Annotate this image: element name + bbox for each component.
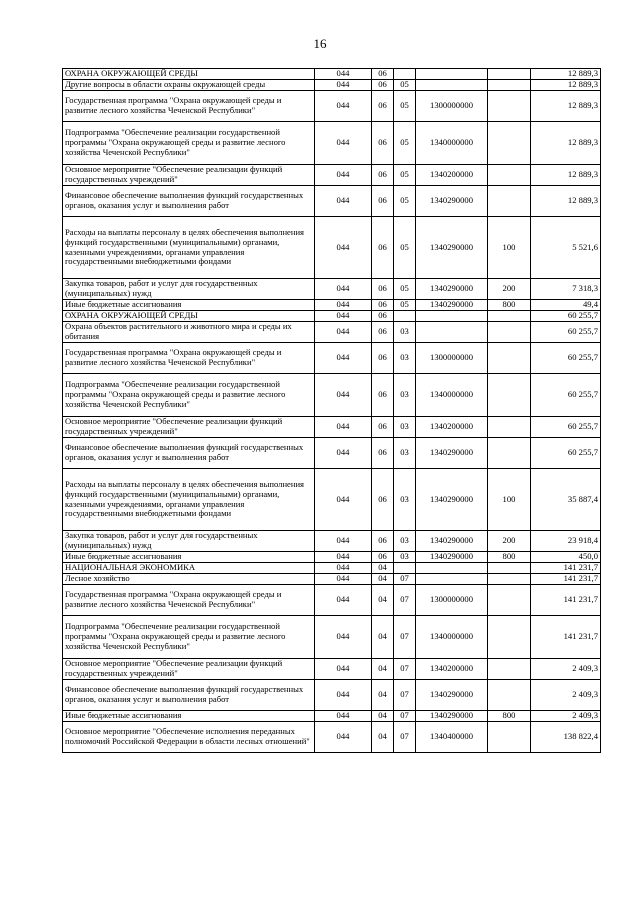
cell-subsection-code: 03	[394, 469, 416, 531]
table-row	[63, 469, 601, 531]
cell-amount: 141 231,7	[531, 574, 601, 585]
cell-section-code: 06	[372, 343, 394, 374]
cell-subsection-code: 07	[394, 659, 416, 680]
cell-ministry-code: 044	[315, 659, 372, 680]
cell-expense-type	[488, 438, 531, 469]
cell-amount: 35 887,4	[531, 469, 601, 531]
cell-amount: 60 255,7	[531, 322, 601, 343]
cell-target-article	[416, 574, 488, 585]
cell-ministry-code: 044	[315, 531, 372, 552]
cell-section-code: 06	[372, 300, 394, 311]
cell-name: Государственная программа "Охрана окружающей среды и развитие лесного хозяйства Чеченской Республики"	[63, 91, 315, 122]
cell-target-article: 1340200000	[416, 417, 488, 438]
cell-target-article: 1340290000	[416, 711, 488, 722]
cell-subsection-code	[394, 563, 416, 574]
table-row	[63, 165, 601, 186]
cell-section-code: 04	[372, 616, 394, 659]
table-row	[63, 69, 601, 80]
cell-ministry-code: 044	[315, 469, 372, 531]
cell-ministry-code: 044	[315, 374, 372, 417]
cell-ministry-code: 044	[315, 80, 372, 91]
cell-name: Государственная программа "Охрана окружающей среды и развитие лесного хозяйства Чеченской Республики"	[63, 585, 315, 616]
cell-expense-type	[488, 91, 531, 122]
table-row	[63, 279, 601, 300]
cell-ministry-code: 044	[315, 552, 372, 563]
cell-name: Государственная программа "Охрана окружающей среды и развитие лесного хозяйства Чеченской Республики"	[63, 343, 315, 374]
cell-section-code: 06	[372, 122, 394, 165]
cell-target-article	[416, 311, 488, 322]
cell-amount: 5 521,6	[531, 217, 601, 279]
cell-name: Иные бюджетные ассигнования	[63, 552, 315, 563]
table-row	[63, 574, 601, 585]
cell-ministry-code: 044	[315, 711, 372, 722]
cell-section-code: 06	[372, 311, 394, 322]
cell-section-code: 06	[372, 417, 394, 438]
cell-subsection-code: 07	[394, 711, 416, 722]
cell-amount: 12 889,3	[531, 69, 601, 80]
cell-subsection-code: 05	[394, 279, 416, 300]
table-row	[63, 322, 601, 343]
cell-section-code: 04	[372, 574, 394, 585]
cell-subsection-code: 05	[394, 122, 416, 165]
cell-ministry-code: 044	[315, 563, 372, 574]
cell-amount: 2 409,3	[531, 711, 601, 722]
table-row	[63, 122, 601, 165]
cell-expense-type: 800	[488, 711, 531, 722]
cell-subsection-code: 03	[394, 343, 416, 374]
cell-section-code: 06	[372, 165, 394, 186]
cell-ministry-code: 044	[315, 616, 372, 659]
cell-target-article: 1340290000	[416, 438, 488, 469]
cell-subsection-code: 03	[394, 374, 416, 417]
cell-ministry-code: 044	[315, 122, 372, 165]
cell-name: Иные бюджетные ассигнования	[63, 711, 315, 722]
cell-amount: 2 409,3	[531, 680, 601, 711]
cell-name: Финансовое обеспечение выполнения функций государственных органов, оказания услуг и выполнения работ	[63, 438, 315, 469]
cell-ministry-code: 044	[315, 322, 372, 343]
cell-subsection-code: 05	[394, 80, 416, 91]
cell-section-code: 06	[372, 322, 394, 343]
cell-target-article	[416, 80, 488, 91]
cell-ministry-code: 044	[315, 574, 372, 585]
cell-target-article: 1340290000	[416, 279, 488, 300]
cell-expense-type	[488, 680, 531, 711]
cell-name: Закупка товаров, работ и услуг для государственных (муниципальных) нужд	[63, 279, 315, 300]
cell-target-article: 1340000000	[416, 616, 488, 659]
cell-expense-type: 200	[488, 279, 531, 300]
cell-target-article: 1340290000	[416, 469, 488, 531]
cell-name: Расходы на выплаты персоналу в целях обеспечения выполнения функций государственными (муниципальными) органами, казенными учреждениями, органами управления государственными внебюджетными фондами	[63, 469, 315, 531]
table-row	[63, 585, 601, 616]
cell-name: Подпрограмма "Обеспечение реализации государственной программы "Охрана окружающей среды и развитие лесного хозяйства Чеченской Республики"	[63, 122, 315, 165]
cell-ministry-code: 044	[315, 417, 372, 438]
cell-amount: 49,4	[531, 300, 601, 311]
cell-subsection-code: 05	[394, 186, 416, 217]
cell-amount: 12 889,3	[531, 186, 601, 217]
cell-section-code: 06	[372, 531, 394, 552]
cell-amount: 12 889,3	[531, 122, 601, 165]
cell-amount: 141 231,7	[531, 585, 601, 616]
page-number: 16	[313, 36, 327, 51]
cell-expense-type	[488, 122, 531, 165]
cell-expense-type: 100	[488, 469, 531, 531]
cell-subsection-code: 03	[394, 438, 416, 469]
cell-ministry-code: 044	[315, 217, 372, 279]
cell-amount: 12 889,3	[531, 91, 601, 122]
table-row	[63, 616, 601, 659]
table-row	[63, 217, 601, 279]
cell-section-code: 04	[372, 659, 394, 680]
cell-section-code: 06	[372, 552, 394, 563]
table-row	[63, 438, 601, 469]
cell-name: ОХРАНА ОКРУЖАЮЩЕЙ СРЕДЫ	[63, 311, 315, 322]
cell-amount: 141 231,7	[531, 616, 601, 659]
cell-target-article: 1340400000	[416, 722, 488, 753]
table-row	[63, 711, 601, 722]
cell-expense-type: 800	[488, 552, 531, 563]
cell-amount: 12 889,3	[531, 165, 601, 186]
cell-target-article	[416, 69, 488, 80]
cell-subsection-code: 03	[394, 531, 416, 552]
cell-section-code: 04	[372, 711, 394, 722]
table-row	[63, 186, 601, 217]
cell-name: Подпрограмма "Обеспечение реализации государственной программы "Охрана окружающей среды и развитие лесного хозяйства Чеченской Республики"	[63, 374, 315, 417]
cell-target-article: 1340290000	[416, 217, 488, 279]
cell-expense-type	[488, 343, 531, 374]
cell-amount: 138 822,4	[531, 722, 601, 753]
table-row	[63, 80, 601, 91]
table-row	[63, 659, 601, 680]
cell-expense-type	[488, 322, 531, 343]
cell-section-code: 06	[372, 80, 394, 91]
cell-target-article: 1300000000	[416, 585, 488, 616]
cell-amount: 60 255,7	[531, 374, 601, 417]
cell-section-code: 04	[372, 722, 394, 753]
cell-name: Подпрограмма "Обеспечение реализации государственной программы "Охрана окружающей среды и развитие лесного хозяйства Чеченской Республики"	[63, 616, 315, 659]
cell-section-code: 06	[372, 69, 394, 80]
table-row	[63, 552, 601, 563]
cell-subsection-code: 07	[394, 585, 416, 616]
cell-expense-type	[488, 374, 531, 417]
cell-ministry-code: 044	[315, 722, 372, 753]
cell-expense-type	[488, 165, 531, 186]
cell-target-article: 1340200000	[416, 659, 488, 680]
cell-section-code: 06	[372, 91, 394, 122]
cell-expense-type: 100	[488, 217, 531, 279]
cell-amount: 450,0	[531, 552, 601, 563]
cell-name: НАЦИОНАЛЬНАЯ ЭКОНОМИКА	[63, 563, 315, 574]
cell-subsection-code: 03	[394, 322, 416, 343]
cell-target-article	[416, 322, 488, 343]
cell-section-code: 06	[372, 374, 394, 417]
cell-amount: 60 255,7	[531, 311, 601, 322]
cell-subsection-code: 03	[394, 417, 416, 438]
cell-target-article: 1340290000	[416, 186, 488, 217]
cell-ministry-code: 044	[315, 343, 372, 374]
cell-expense-type	[488, 616, 531, 659]
cell-subsection-code: 05	[394, 300, 416, 311]
cell-ministry-code: 044	[315, 438, 372, 469]
cell-ministry-code: 044	[315, 91, 372, 122]
cell-expense-type	[488, 563, 531, 574]
cell-name: Основное мероприятие "Обеспечение реализации функций государственных учреждений"	[63, 165, 315, 186]
cell-section-code: 04	[372, 585, 394, 616]
cell-section-code: 06	[372, 217, 394, 279]
cell-target-article: 1340200000	[416, 165, 488, 186]
cell-section-code: 04	[372, 680, 394, 711]
cell-ministry-code: 044	[315, 165, 372, 186]
cell-amount: 7 318,3	[531, 279, 601, 300]
table-row	[63, 680, 601, 711]
cell-target-article: 1300000000	[416, 343, 488, 374]
cell-name: Другие вопросы в области охраны окружающей среды	[63, 80, 315, 91]
cell-name: Закупка товаров, работ и услуг для государственных (муниципальных) нужд	[63, 531, 315, 552]
cell-name: Основное мероприятие "Обеспечение реализации функций государственных учреждений"	[63, 659, 315, 680]
cell-ministry-code: 044	[315, 300, 372, 311]
cell-target-article: 1340290000	[416, 680, 488, 711]
table-row	[63, 722, 601, 753]
cell-expense-type	[488, 80, 531, 91]
cell-name: Основное мероприятие "Обеспечение реализации функций государственных учреждений"	[63, 417, 315, 438]
table-row	[63, 300, 601, 311]
cell-subsection-code: 05	[394, 217, 416, 279]
cell-name: Финансовое обеспечение выполнения функций государственных органов, оказания услуг и выполнения работ	[63, 186, 315, 217]
cell-name: Охрана объектов растительного и животного мира и среды их обитания	[63, 322, 315, 343]
cell-subsection-code: 07	[394, 680, 416, 711]
cell-target-article: 1340000000	[416, 122, 488, 165]
table-row	[63, 343, 601, 374]
cell-section-code: 06	[372, 186, 394, 217]
cell-subsection-code: 03	[394, 552, 416, 563]
budget-table	[62, 68, 601, 753]
cell-subsection-code: 07	[394, 722, 416, 753]
table-row	[63, 531, 601, 552]
cell-subsection-code: 05	[394, 165, 416, 186]
cell-ministry-code: 044	[315, 585, 372, 616]
cell-expense-type: 200	[488, 531, 531, 552]
table-row	[63, 374, 601, 417]
cell-target-article: 1340290000	[416, 531, 488, 552]
cell-amount: 60 255,7	[531, 438, 601, 469]
table-row	[63, 91, 601, 122]
cell-amount: 2 409,3	[531, 659, 601, 680]
cell-subsection-code	[394, 311, 416, 322]
cell-name: ОХРАНА ОКРУЖАЮЩЕЙ СРЕДЫ	[63, 69, 315, 80]
cell-expense-type	[488, 722, 531, 753]
cell-target-article	[416, 563, 488, 574]
cell-target-article: 1300000000	[416, 91, 488, 122]
cell-amount: 23 918,4	[531, 531, 601, 552]
cell-amount: 141 231,7	[531, 563, 601, 574]
cell-section-code: 06	[372, 469, 394, 531]
cell-name: Расходы на выплаты персоналу в целях обеспечения выполнения функций государственными (муниципальными) органами, казенными учреждениями, органами управления государственными внебюджетными фондами	[63, 217, 315, 279]
cell-section-code: 06	[372, 438, 394, 469]
cell-expense-type	[488, 574, 531, 585]
cell-name: Лесное хозяйство	[63, 574, 315, 585]
cell-target-article: 1340000000	[416, 374, 488, 417]
cell-target-article: 1340290000	[416, 552, 488, 563]
cell-expense-type: 800	[488, 300, 531, 311]
cell-subsection-code: 07	[394, 574, 416, 585]
cell-name: Иные бюджетные ассигнования	[63, 300, 315, 311]
cell-ministry-code: 044	[315, 311, 372, 322]
table-row	[63, 417, 601, 438]
cell-amount: 60 255,7	[531, 417, 601, 438]
cell-expense-type	[488, 659, 531, 680]
table-row	[63, 563, 601, 574]
cell-amount: 60 255,7	[531, 343, 601, 374]
cell-ministry-code: 044	[315, 279, 372, 300]
cell-expense-type	[488, 585, 531, 616]
cell-section-code: 04	[372, 563, 394, 574]
cell-subsection-code: 07	[394, 616, 416, 659]
cell-section-code: 06	[372, 279, 394, 300]
cell-expense-type	[488, 417, 531, 438]
cell-expense-type	[488, 69, 531, 80]
cell-subsection-code: 05	[394, 91, 416, 122]
cell-target-article: 1340290000	[416, 300, 488, 311]
table-row	[63, 311, 601, 322]
cell-subsection-code	[394, 69, 416, 80]
cell-name: Основное мероприятие "Обеспечение исполнения переданных полномочий Российской Федерации в области лесных отношений"	[63, 722, 315, 753]
cell-name: Финансовое обеспечение выполнения функций государственных органов, оказания услуг и выполнения работ	[63, 680, 315, 711]
cell-ministry-code: 044	[315, 680, 372, 711]
cell-ministry-code: 044	[315, 186, 372, 217]
cell-expense-type	[488, 186, 531, 217]
cell-amount: 12 889,3	[531, 80, 601, 91]
budget-table-body	[63, 69, 601, 753]
cell-ministry-code: 044	[315, 69, 372, 80]
cell-expense-type	[488, 311, 531, 322]
